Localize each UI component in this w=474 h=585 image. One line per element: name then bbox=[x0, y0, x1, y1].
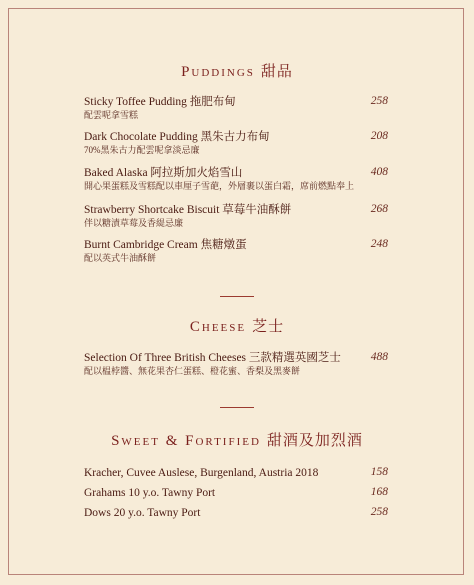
menu-item bbox=[84, 203, 388, 229]
item-price: 408 bbox=[370, 166, 388, 178]
section-title-cheese bbox=[0, 315, 474, 336]
item-desc: 伴以糖漬草莓及香緹忌廉 bbox=[84, 218, 184, 228]
item-desc: 配以英式牛油酥餅 bbox=[84, 253, 157, 263]
menu-item bbox=[84, 466, 388, 480]
item-name: Sticky Toffee Pudding 拖肥布甸 bbox=[84, 96, 236, 108]
item-price: 158 bbox=[370, 466, 388, 478]
item-name: Dark Chocolate Pudding 黑朱古力布甸 bbox=[84, 131, 270, 143]
item-name: Strawberry Shortcake Biscuit 草莓牛油酥餅 bbox=[84, 204, 292, 216]
section-title-puddings bbox=[0, 60, 474, 81]
menu-item bbox=[84, 166, 388, 192]
section-title-zh: 甜酒及加烈酒 bbox=[266, 433, 363, 449]
item-price: 488 bbox=[370, 351, 388, 363]
section-divider bbox=[220, 296, 254, 297]
section-title-text: Puddings bbox=[181, 64, 255, 80]
item-desc: 70%黑朱古力配雲呢拿淡忌廉 bbox=[84, 145, 200, 155]
section-title-zh: 芝士 bbox=[252, 319, 285, 335]
menu-item bbox=[84, 95, 388, 121]
item-name: Burnt Cambridge Cream 焦糖燉蛋 bbox=[84, 239, 247, 251]
item-price: 168 bbox=[370, 486, 388, 498]
menu-item bbox=[84, 130, 388, 156]
item-price: 268 bbox=[370, 203, 388, 215]
section-divider bbox=[220, 407, 254, 408]
item-name: Kracher, Cuvee Auslese, Burgenland, Austria 2018 bbox=[84, 467, 319, 479]
item-name: Selection Of Three British Cheeses 三款精選英國芝士 bbox=[84, 352, 341, 364]
item-name: Baked Alaska 阿拉斯加火焰雪山 bbox=[84, 167, 243, 179]
item-price: 258 bbox=[370, 506, 388, 518]
section-title-text: Cheese bbox=[189, 319, 247, 335]
menu-item bbox=[84, 486, 388, 500]
item-desc: 配以榅桲醬、無花果杏仁蛋糕、橙花蜜、香梨及黑麥餅 bbox=[84, 366, 301, 376]
section-title-zh: 甜品 bbox=[260, 64, 293, 80]
menu-item bbox=[84, 238, 388, 264]
section-title-text: Sweet & Fortified bbox=[111, 433, 261, 449]
item-price: 258 bbox=[370, 95, 388, 107]
item-desc: 配雲呢拿雪糕 bbox=[84, 110, 139, 120]
item-name: Dows 20 y.o. Tawny Port bbox=[84, 507, 201, 519]
item-desc: 開心果蛋糕及雪糕配以車厘子雪葩，外層裹以蛋白霜，席前燃點奉上 bbox=[84, 181, 355, 191]
item-price: 208 bbox=[370, 130, 388, 142]
menu-item bbox=[84, 506, 388, 520]
item-price: 248 bbox=[370, 238, 388, 250]
menu-item bbox=[84, 351, 388, 377]
section-title-sweet-fortified bbox=[0, 429, 474, 450]
item-name: Grahams 10 y.o. Tawny Port bbox=[84, 487, 216, 499]
